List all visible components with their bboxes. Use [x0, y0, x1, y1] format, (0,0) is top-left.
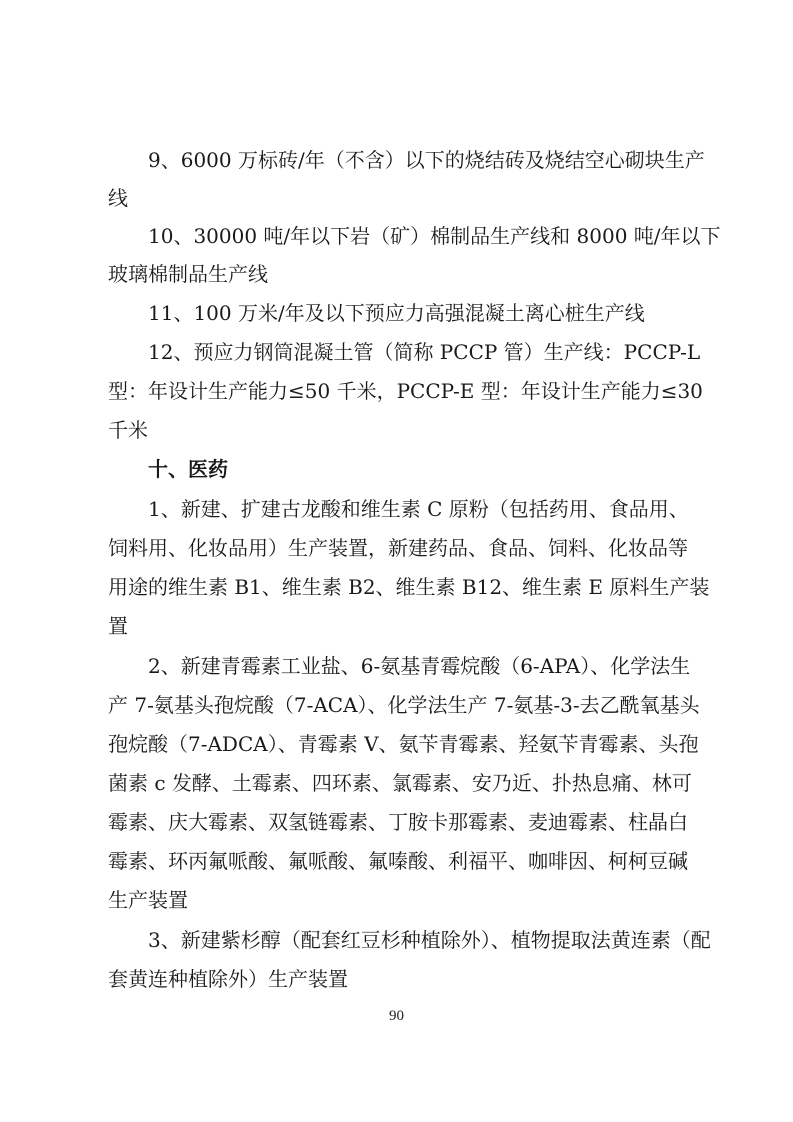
med-item-2-line-2: 产 7-氨基头孢烷酸（7-ACA）、化学法生产 7-氨基-3-去乙酰氧基头	[108, 693, 700, 717]
item-11-line-1: 11、100 万米/年及以下预应力高强混凝土离心桩生产线	[148, 301, 645, 325]
med-item-2-line-4: 菌素 c 发酵、土霉素、四环素、氯霉素、安乃近、扑热息痛、林可	[108, 771, 692, 795]
med-item-2-line-1: 2、新建青霉素工业盐、6-氨基青霉烷酸（6-APA）、化学法生	[148, 654, 691, 678]
item-10-line-1: 10、30000 吨/年以下岩（矿）棉制品生产线和 8000 吨/年以下	[148, 224, 721, 248]
item-12-line-3: 千米	[108, 418, 148, 442]
med-item-2-line-6: 霉素、环丙氟哌酸、氟哌酸、氟嗪酸、利福平、咖啡因、柯柯豆碱	[108, 849, 688, 873]
page-number: 90	[389, 1008, 404, 1024]
item-12-line-1: 12、预应力钢筒混凝土管（简称 PCCP 管）生产线：PCCP-L	[148, 340, 701, 364]
section-heading-medicine: 十、医药	[148, 457, 228, 481]
item-10-line-2: 玻璃棉制品生产线	[108, 262, 268, 286]
med-item-2-line-3: 孢烷酸（7-ADCA）、青霉素 V、氨苄青霉素、羟氨苄青霉素、头孢	[108, 732, 699, 756]
item-12-line-2: 型：年设计生产能力≤50 千米，PCCP-E 型：年设计生产能力≤30	[108, 379, 703, 403]
med-item-1-line-4: 置	[108, 614, 128, 638]
med-item-1-line-1: 1、新建、扩建古龙酸和维生素 C 原粉（包括药用、食品用、	[148, 497, 689, 521]
med-item-3-line-1: 3、新建紫杉醇（配套红豆杉种植除外）、植物提取法黄连素（配	[148, 928, 711, 952]
med-item-1-line-2: 饲料用、化妆品用）生产装置，新建药品、食品、饲料、化妆品等	[108, 536, 688, 560]
med-item-3-line-2: 套黄连种植除外）生产装置	[108, 967, 348, 991]
med-item-1-line-3: 用途的维生素 B1、维生素 B2、维生素 B12、维生素 E 原料生产装	[108, 575, 710, 599]
item-9-line-2: 线	[108, 186, 128, 210]
med-item-2-line-5: 霉素、庆大霉素、双氢链霉素、丁胺卡那霉素、麦迪霉素、柱晶白	[108, 810, 688, 834]
item-9-line-1: 9、6000 万标砖/年（不含）以下的烧结砖及烧结空心砌块生产	[148, 148, 705, 172]
med-item-2-line-7: 生产装置	[108, 888, 188, 912]
